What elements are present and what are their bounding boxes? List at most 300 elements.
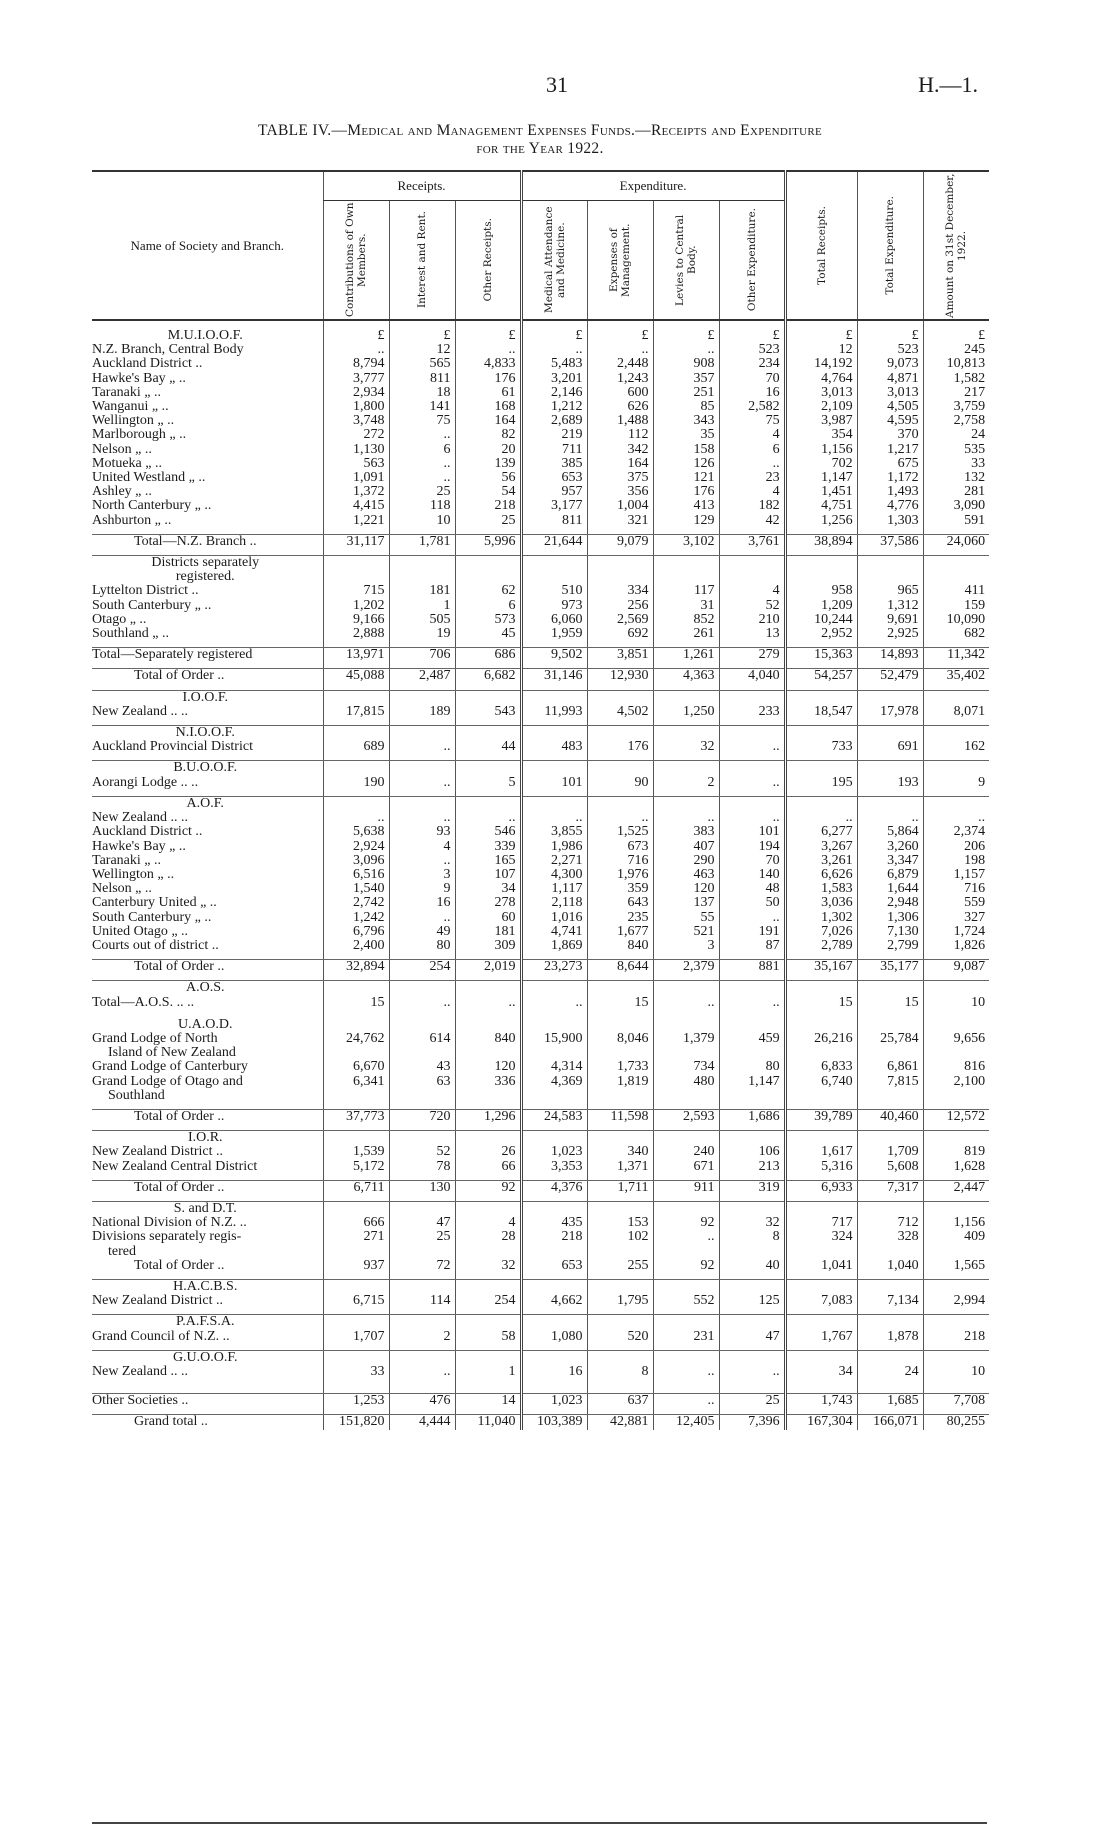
spacer-cell (857, 981, 923, 996)
spacer-cell (653, 1131, 719, 1146)
table-cell: 1,685 (857, 1394, 923, 1409)
table-cell: .. (389, 457, 455, 471)
spacer-cell (389, 556, 455, 571)
table-cell: 6,711 (323, 1180, 389, 1195)
spacer-cell (857, 1089, 923, 1103)
table-cell: 9,073 (857, 357, 923, 371)
section-heading-row (92, 1315, 989, 1330)
header-group-expenditure: Expenditure. (521, 171, 785, 201)
table-cell: 44 (455, 740, 521, 754)
table-cell: 66 (455, 1160, 521, 1174)
table-cell: 4,741 (521, 925, 587, 939)
spacer-cell (521, 1010, 587, 1018)
table-row (92, 485, 989, 499)
table-cell: 1,644 (857, 882, 923, 896)
table-cell: 189 (389, 705, 455, 719)
section-heading-row (92, 761, 989, 776)
table-cell: 1,296 (455, 1109, 521, 1124)
table-cell: 1,157 (923, 868, 989, 882)
table-cell: 9,166 (323, 613, 389, 627)
table-cell: 1,080 (521, 1330, 587, 1344)
table-cell: 55 (653, 911, 719, 925)
table-cell: 3,261 (785, 854, 857, 868)
table-cell: 11,993 (521, 705, 587, 719)
table-cell: 92 (653, 1216, 719, 1230)
table-cell: 811 (521, 514, 587, 528)
spacer-cell (653, 1245, 719, 1259)
row-label: Auckland Provincial District (92, 740, 253, 755)
table-cell: 5,483 (521, 357, 587, 371)
table-cell: 1,540 (323, 882, 389, 896)
table-cell: 8,794 (323, 357, 389, 371)
table-cell: 218 (923, 1330, 989, 1344)
table-cell: 2,689 (521, 414, 587, 428)
spacer-cell (719, 761, 785, 776)
spacer-cell (323, 1089, 389, 1103)
currency-symbol: £ (587, 329, 653, 343)
spacer-cell (719, 1245, 785, 1259)
table-cell: 9,691 (857, 613, 923, 627)
table-row (92, 1259, 989, 1273)
table-cell: 706 (389, 648, 455, 663)
section-heading-row (92, 329, 989, 343)
header-name (92, 171, 323, 320)
title-main: Medical and Management Expenses Funds.—Receipts and Expenditure (347, 122, 822, 139)
table-cell: 34 (455, 882, 521, 896)
table-cell: 31,146 (521, 669, 587, 684)
spacer-cell (857, 1010, 923, 1018)
row-label: Taranaki „ .. (92, 385, 161, 400)
spacer-cell (785, 1131, 857, 1146)
table-cell: 7,026 (785, 925, 857, 939)
table-cell: .. (719, 740, 785, 754)
currency-symbol: £ (857, 329, 923, 343)
row-label: Ashburton „ .. (92, 513, 172, 528)
table-cell: 176 (455, 372, 521, 386)
table-cell: 8,071 (923, 705, 989, 719)
table-cell: 2,789 (785, 939, 857, 953)
table-cell: 2,924 (323, 840, 389, 854)
table-cell: 10 (923, 996, 989, 1010)
spacer-cell (323, 1379, 389, 1387)
table-cell: 12,930 (587, 669, 653, 684)
table-cell: 840 (587, 939, 653, 953)
table-cell: 1,302 (785, 911, 857, 925)
table-cell: 1 (389, 599, 455, 613)
spacer-cell (389, 1046, 455, 1060)
table-cell: 6,933 (785, 1180, 857, 1195)
table-cell: 50 (719, 896, 785, 910)
table-cell: 85 (653, 400, 719, 414)
table-cell: 39,789 (785, 1109, 857, 1124)
header-group-receipts: Receipts. (323, 171, 521, 201)
spacer-cell (521, 1315, 587, 1330)
table-row (92, 1032, 989, 1046)
spacer-cell (587, 1089, 653, 1103)
table-cell: .. (719, 1365, 785, 1379)
spacer-cell (521, 556, 587, 571)
table-cell: 217 (923, 386, 989, 400)
spacer-cell (857, 1279, 923, 1294)
table-cell: 712 (857, 1216, 923, 1230)
table-cell: 12 (785, 343, 857, 357)
table-cell: 3,987 (785, 414, 857, 428)
table-cell: 11,040 (455, 1415, 521, 1430)
row-label: Wanganui „ .. (92, 400, 169, 415)
table-cell: 6,833 (785, 1060, 857, 1074)
table-cell: 7,083 (785, 1294, 857, 1308)
table-cell: 1,004 (587, 499, 653, 513)
table-cell: 1,041 (785, 1259, 857, 1273)
table-cell: 1,781 (389, 534, 455, 549)
table-cell: 210 (719, 613, 785, 627)
table-cell: 195 (785, 776, 857, 790)
table-cell: 1,976 (587, 868, 653, 882)
table-cell: 2,952 (785, 627, 857, 641)
table-cell: 965 (857, 584, 923, 598)
currency-symbol: £ (389, 329, 455, 343)
table-cell: 1,253 (323, 1394, 389, 1409)
table-cell: 25 (389, 485, 455, 499)
row-label: North Canterbury „ .. (92, 499, 212, 514)
table-cell: 720 (389, 1109, 455, 1124)
table-cell: 1,256 (785, 514, 857, 528)
row-label: Courts out of district .. (92, 938, 219, 953)
header-contributions (323, 201, 389, 321)
spacer-cell (785, 1245, 857, 1259)
table-cell: 8,644 (587, 960, 653, 975)
spacer-cell (389, 726, 455, 741)
table-cell: 573 (455, 613, 521, 627)
table-cell: .. (521, 811, 587, 825)
table-row (92, 343, 989, 357)
table-row (92, 627, 989, 641)
table-cell: 958 (785, 584, 857, 598)
table-row (92, 939, 989, 953)
table-cell: 1,023 (521, 1145, 587, 1159)
table-cell: 32 (719, 1216, 785, 1230)
table-cell: 129 (653, 514, 719, 528)
table-cell: 1,156 (923, 1216, 989, 1230)
row-label: South Canterbury „ .. (92, 910, 212, 925)
table-row (92, 372, 989, 386)
table-cell: 409 (923, 1230, 989, 1244)
table-cell: 10 (389, 514, 455, 528)
table-cell: 281 (923, 485, 989, 499)
table-cell: 176 (587, 740, 653, 754)
table-cell: 552 (653, 1294, 719, 1308)
table-cell: .. (389, 740, 455, 754)
table-cell: 691 (857, 740, 923, 754)
table-cell: 42 (719, 514, 785, 528)
row-label: Grand Lodge of Otago and (92, 1074, 243, 1089)
row-label: Total—A.O.S. .. .. (92, 995, 195, 1010)
table-cell: 14 (455, 1394, 521, 1409)
table-cell: 2,758 (923, 414, 989, 428)
table-cell: .. (455, 996, 521, 1010)
row-label: N.Z. Branch, Central Body (92, 343, 244, 358)
spacer-cell (455, 1018, 521, 1032)
table-cell: 25 (719, 1394, 785, 1409)
table-cell: 5,638 (323, 825, 389, 839)
spacer-cell (785, 1010, 857, 1018)
table-row (92, 1230, 989, 1244)
section-heading-row (92, 556, 989, 571)
table-cell: 7,708 (923, 1394, 989, 1409)
spacer-cell (323, 1201, 389, 1216)
spacer-cell (587, 1018, 653, 1032)
header-label: Amount on 31st December, 1922. (944, 173, 969, 318)
table-cell: 339 (455, 840, 521, 854)
table-cell: .. (653, 996, 719, 1010)
header-label: Medical Attendance and Medicine. (542, 206, 567, 314)
table-row (92, 1075, 989, 1089)
table-cell: 14,192 (785, 357, 857, 371)
table-cell: 1,709 (857, 1145, 923, 1159)
table-cell: 1,202 (323, 599, 389, 613)
section-heading: S. and D.T. (173, 1201, 237, 1216)
table-row (92, 1294, 989, 1308)
table-cell: 4,751 (785, 499, 857, 513)
row-label: Grand total .. (134, 1414, 208, 1430)
row-label: Total—N.Z. Branch .. (134, 534, 257, 549)
table-row (92, 776, 989, 790)
table-row (92, 960, 989, 975)
table-cell: 2,447 (923, 1180, 989, 1195)
spacer-cell (785, 1201, 857, 1216)
row-label: United Westland „ .. (92, 471, 206, 486)
table-cell: 1,040 (857, 1259, 923, 1273)
table-cell: 340 (587, 1145, 653, 1159)
section-heading: N.I.O.O.F. (175, 725, 235, 741)
table-cell: .. (653, 1394, 719, 1409)
table-cell: .. (455, 811, 521, 825)
table-cell: 3,777 (323, 372, 389, 386)
table-cell: .. (653, 811, 719, 825)
table-cell: 52 (389, 1145, 455, 1159)
spacer-cell (923, 1279, 989, 1294)
table-cell: 354 (785, 428, 857, 442)
table-cell: 87 (719, 939, 785, 953)
table-cell: 666 (323, 1216, 389, 1230)
spacer-cell (857, 1245, 923, 1259)
spacer-cell (587, 570, 653, 584)
table-cell: 10,090 (923, 613, 989, 627)
table-cell: 5,864 (857, 825, 923, 839)
table-cell: 38,894 (785, 534, 857, 549)
table-cell: 881 (719, 960, 785, 975)
table-cell: 4,662 (521, 1294, 587, 1308)
table-cell: 716 (587, 854, 653, 868)
spacer-cell (389, 1379, 455, 1387)
header-other-expenditure (719, 201, 785, 321)
spacer-cell (785, 556, 857, 571)
row-label: Other Societies .. (92, 1393, 189, 1409)
table-cell: 130 (389, 1180, 455, 1195)
table-cell: 336 (455, 1075, 521, 1089)
table-cell: 23,273 (521, 960, 587, 975)
table-cell: 256 (587, 599, 653, 613)
table-cell: 2,487 (389, 669, 455, 684)
section-heading-row (92, 1018, 989, 1032)
table-cell: 3,090 (923, 499, 989, 513)
header-management (587, 201, 653, 321)
spacer-cell (923, 1379, 989, 1387)
table-cell: 62 (455, 584, 521, 598)
spacer-cell (521, 981, 587, 996)
table-cell: .. (389, 776, 455, 790)
header-label: Levies to Central Body. (674, 214, 699, 306)
table-cell: 35,177 (857, 960, 923, 975)
table-cell: 33 (323, 1365, 389, 1379)
row-label: Total of Order .. (134, 1258, 225, 1273)
table-cell: 118 (389, 499, 455, 513)
table-cell: 15 (587, 996, 653, 1010)
spacer-cell (857, 556, 923, 571)
table-cell: 1,147 (785, 471, 857, 485)
table-cell: 52,479 (857, 669, 923, 684)
table-cell: 7,134 (857, 1294, 923, 1308)
table-cell: 3,096 (323, 854, 389, 868)
spacer-cell (587, 1131, 653, 1146)
spacer-cell (719, 556, 785, 571)
table-cell: 1,800 (323, 400, 389, 414)
table-cell: 626 (587, 400, 653, 414)
table-row (92, 705, 989, 719)
table-cell: 2,948 (857, 896, 923, 910)
spacer-cell (323, 690, 389, 705)
table-cell: 90 (587, 776, 653, 790)
table-title (100, 122, 980, 158)
table-cell: 407 (653, 840, 719, 854)
table-cell: 6,740 (785, 1075, 857, 1089)
table-cell: 383 (653, 825, 719, 839)
table-row (92, 534, 989, 549)
title-prefix: TABLE IV.— (257, 122, 348, 139)
spacer-cell (389, 1201, 455, 1216)
table-cell: 45,088 (323, 669, 389, 684)
table-cell: .. (389, 811, 455, 825)
table-cell: 42,881 (587, 1415, 653, 1430)
table-cell: 327 (923, 911, 989, 925)
table-cell: 375 (587, 471, 653, 485)
table-cell: 692 (587, 627, 653, 641)
spacer-cell (389, 1089, 455, 1103)
table-cell: 2,146 (521, 386, 587, 400)
table-row (92, 854, 989, 868)
table-cell: 1,451 (785, 485, 857, 499)
row-label: Divisions separately regis- (92, 1230, 242, 1245)
spacer-cell (923, 1010, 989, 1018)
row-label: New Zealand Central District (92, 1159, 258, 1174)
table-cell: 6,796 (323, 925, 389, 939)
table-cell: 811 (389, 372, 455, 386)
spacer-cell (455, 1279, 521, 1294)
table-cell: 190 (323, 776, 389, 790)
table-cell: 559 (923, 896, 989, 910)
currency-symbol: £ (323, 329, 389, 343)
table-cell: 28 (455, 1230, 521, 1244)
row-label: Aorangi Lodge .. .. (92, 775, 199, 790)
spacer-cell (923, 1350, 989, 1365)
table-cell: 1,617 (785, 1145, 857, 1159)
spacer-cell (653, 981, 719, 996)
spacer-cell (719, 726, 785, 741)
table-cell: 3,102 (653, 534, 719, 549)
row-label: Hawke's Bay „ .. (92, 839, 186, 854)
spacer-cell (653, 761, 719, 776)
table-cell: 734 (653, 1060, 719, 1074)
table-cell: 35,167 (785, 960, 857, 975)
spacer-cell (719, 570, 785, 584)
spacer-cell (923, 690, 989, 705)
table-cell: 166,071 (857, 1415, 923, 1430)
table-cell: 63 (389, 1075, 455, 1089)
table-cell: 1,242 (323, 911, 389, 925)
table-cell: 1,117 (521, 882, 587, 896)
currency-symbol: £ (653, 329, 719, 343)
table-cell: 324 (785, 1230, 857, 1244)
spacer-cell (323, 1131, 389, 1146)
section-heading: U.A.O.D. (178, 1017, 233, 1032)
table-cell: 1,795 (587, 1294, 653, 1308)
row-label: New Zealand District .. (92, 1145, 224, 1160)
table-cell: 19 (389, 627, 455, 641)
table-cell: 2,934 (323, 386, 389, 400)
table-cell: 5,996 (455, 534, 521, 549)
spacer-cell (653, 1089, 719, 1103)
table-cell: 7,815 (857, 1075, 923, 1089)
spacer-cell (323, 570, 389, 584)
table-cell: 413 (653, 499, 719, 513)
spacer-cell (455, 1046, 521, 1060)
spacer-cell (719, 1131, 785, 1146)
table-cell: 2,593 (653, 1109, 719, 1124)
spacer-cell (587, 690, 653, 705)
table-cell: 600 (587, 386, 653, 400)
spacer-cell (455, 1010, 521, 1018)
spacer-cell (785, 1279, 857, 1294)
table-row (92, 613, 989, 627)
table-row (92, 400, 989, 414)
spacer-cell (719, 981, 785, 996)
table-cell: 2,799 (857, 939, 923, 953)
page-reference: H.—1. (918, 72, 978, 97)
table-cell: 25 (389, 1230, 455, 1244)
table-cell: 1,306 (857, 911, 923, 925)
spacer-cell (389, 1279, 455, 1294)
table-cell: .. (389, 1365, 455, 1379)
table-row (92, 825, 989, 839)
table-cell: 254 (389, 960, 455, 975)
table-cell: 4 (719, 584, 785, 598)
table-cell: 26 (455, 1145, 521, 1159)
table-cell: 957 (521, 485, 587, 499)
table-cell: 1,565 (923, 1259, 989, 1273)
table-cell: 10,244 (785, 613, 857, 627)
bottom-rule (92, 1822, 987, 1824)
spacer-cell (923, 1018, 989, 1032)
section-heading: H.A.C.B.S. (173, 1279, 238, 1294)
table-cell: 565 (389, 357, 455, 371)
table-cell: 435 (521, 1216, 587, 1230)
table-row (92, 1180, 989, 1195)
row-label: Southland „ .. (92, 627, 169, 642)
spacer-cell (719, 1315, 785, 1330)
spacer-cell (653, 1350, 719, 1365)
spacer-cell (785, 570, 857, 584)
table-cell: 3,759 (923, 400, 989, 414)
